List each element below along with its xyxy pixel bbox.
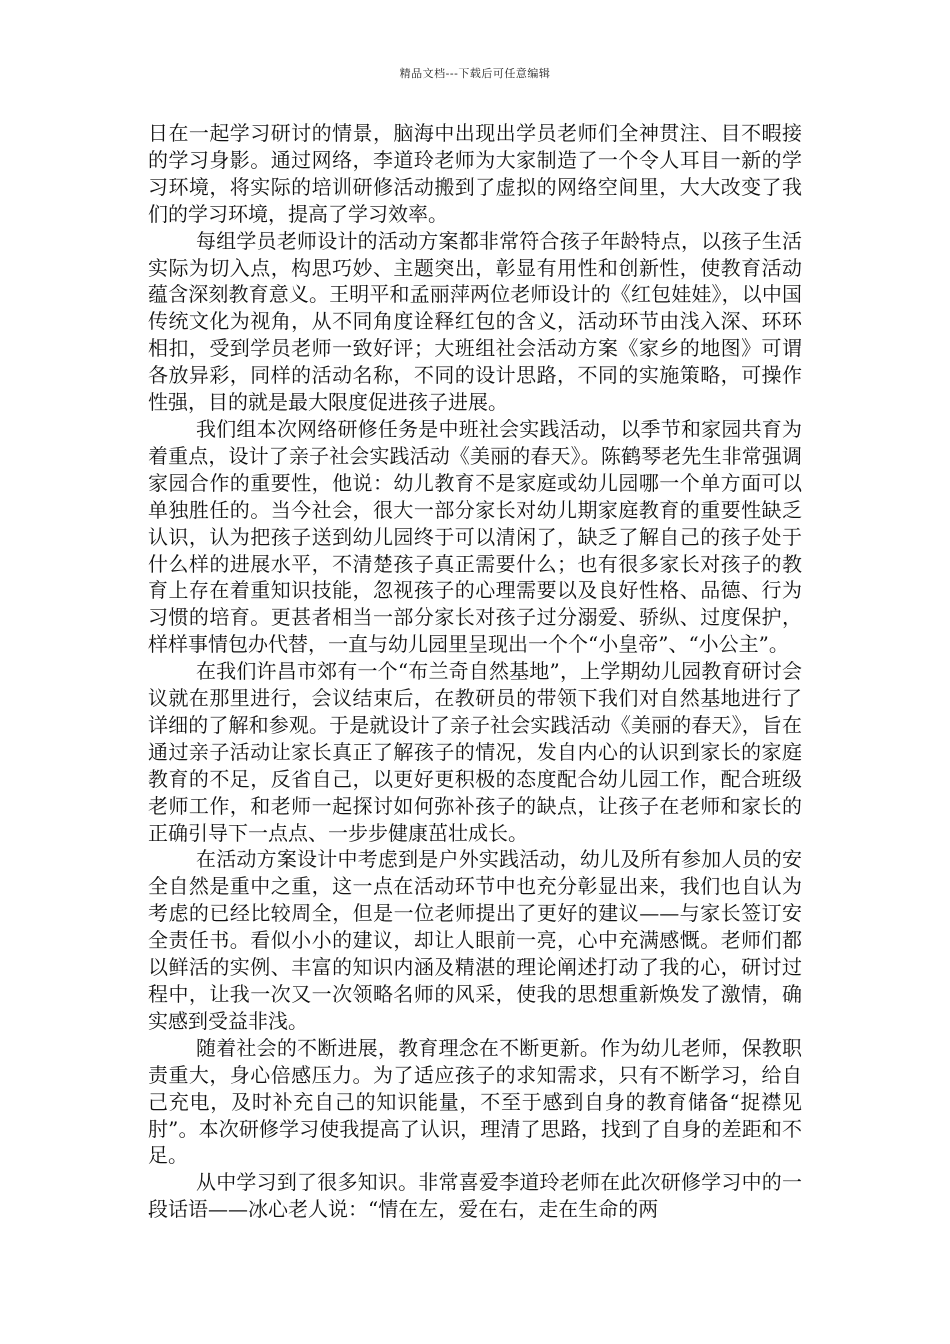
document-body [148,120,802,1223]
paragraph-nature-base: 在我们许昌市郊有一个“布兰奇自然基地”，上学期幼儿园教育研讨会议就在那里进行，会议结束后，在教研员的带领下我们对自然基地进行了详细的了解和参观。于是就设计了亲子社会实践活动《美丽的春天》，旨在通过亲子活动让家长真正了解孩子的情况，发自内心的认识到家长的家庭教育的不足，反省自己，以更好更积极的态度配合幼儿园工作，配合班级老师工作，和老师一起探讨如何弥补孩子的缺点，让孩子在老师和家长的正确引导下一点点、一步步健康茁壮成长。 [148,659,802,845]
paragraph-group-task: 我们组本次网络研修任务是中班社会实践活动，以季节和家园共育为着重点，设计了亲子社会实践活动《美丽的春天》。陈鹤琴老先生非常强调家园合作的重要性，他说：幼儿教育不是家庭或幼儿园哪一个单方面可以单独胜任的。当今社会，很大一部分家长对幼儿期家庭教育的重要性缺乏认识，认为把孩子送到幼儿园终于可以清闲了，缺乏了解自己的孩子处于什么样的进展水平，不清楚孩子真正需要什么；也有很多家长对孩子的教育上存在着重知识技能，忽视孩子的心理需要以及良好性格、品德、行为习惯的培育。更甚者相当一部分家长对孩子过分溺爱、骄纵、过度保护，样样事情包办代替，一直与幼儿园里呈现出一个个“小皇帝”、“小公主”。 [148,416,802,657]
paragraph-activity-design: 每组学员老师设计的活动方案都非常符合孩子年龄特点，以孩子生活实际为切入点，构思巧妙、主题突出，彰显有用性和创新性，使教育活动蕴含深刻教育意义。王明平和孟丽萍两位老师设计的《红包娃娃》，以中国传统文化为视角，从不同角度诠释红包的含义，活动环节由浅入深、环环相扣，受到学员老师一致好评；大班组社会活动方案《家乡的地图》可谓各放异彩，同样的活动名称，不同的设计思路，不同的实施策略，可操作性强，目的就是最大限度促进孩子进展。 [148,228,802,415]
paragraph-safety: 在活动方案设计中考虑到是户外实践活动，幼儿及所有参加人员的安全自然是重中之重，这一点在活动环节中也充分彰显出来，我们也自认为考虑的已经比较周全，但是一位老师提出了更好的建议——与家长签订安全责任书。看似小小的建议，却让人眼前一亮，心中充满感慨。老师们都以鲜活的实例、丰富的知识内涵及精湛的理论阐述打动了我的心，研讨过程中，让我一次又一次领略名师的风采，使我的思想重新焕发了激情，确实感到受益非浅。 [148,847,802,1033]
paragraph-knowledge: 从中学习到了很多知识。非常喜爱李道玲老师在此次研修学习中的一段话语——冰心老人说：“情在左，爱在右，走在生命的两 [148,1170,802,1222]
page-header: 精品文档---下载后可任意编辑 [399,67,551,80]
paragraph-education-progress: 随着社会的不断进展，教育理念在不断更新。作为幼儿老师，保教职责重大，身心倍感压力。为了适应孩子的求知需求，只有不断学习，给自己充电，及时补充自己的知识能量，不至于感到自身的教育储备“捉襟见肘”。本次研修学习使我提高了认识，理清了思路，找到了自身的差距和不足。 [148,1035,802,1168]
paragraph-continued: 日在一起学习研讨的情景，脑海中出现出学员老师们全神贯注、目不暇接的学习身影。通过网络，李道玲老师为大家制造了一个令人耳目一新的学习环境，将实际的培训研修活动搬到了虚拟的网络空间里，大大改变了我们的学习环境，提高了学习效率。 [148,121,802,226]
